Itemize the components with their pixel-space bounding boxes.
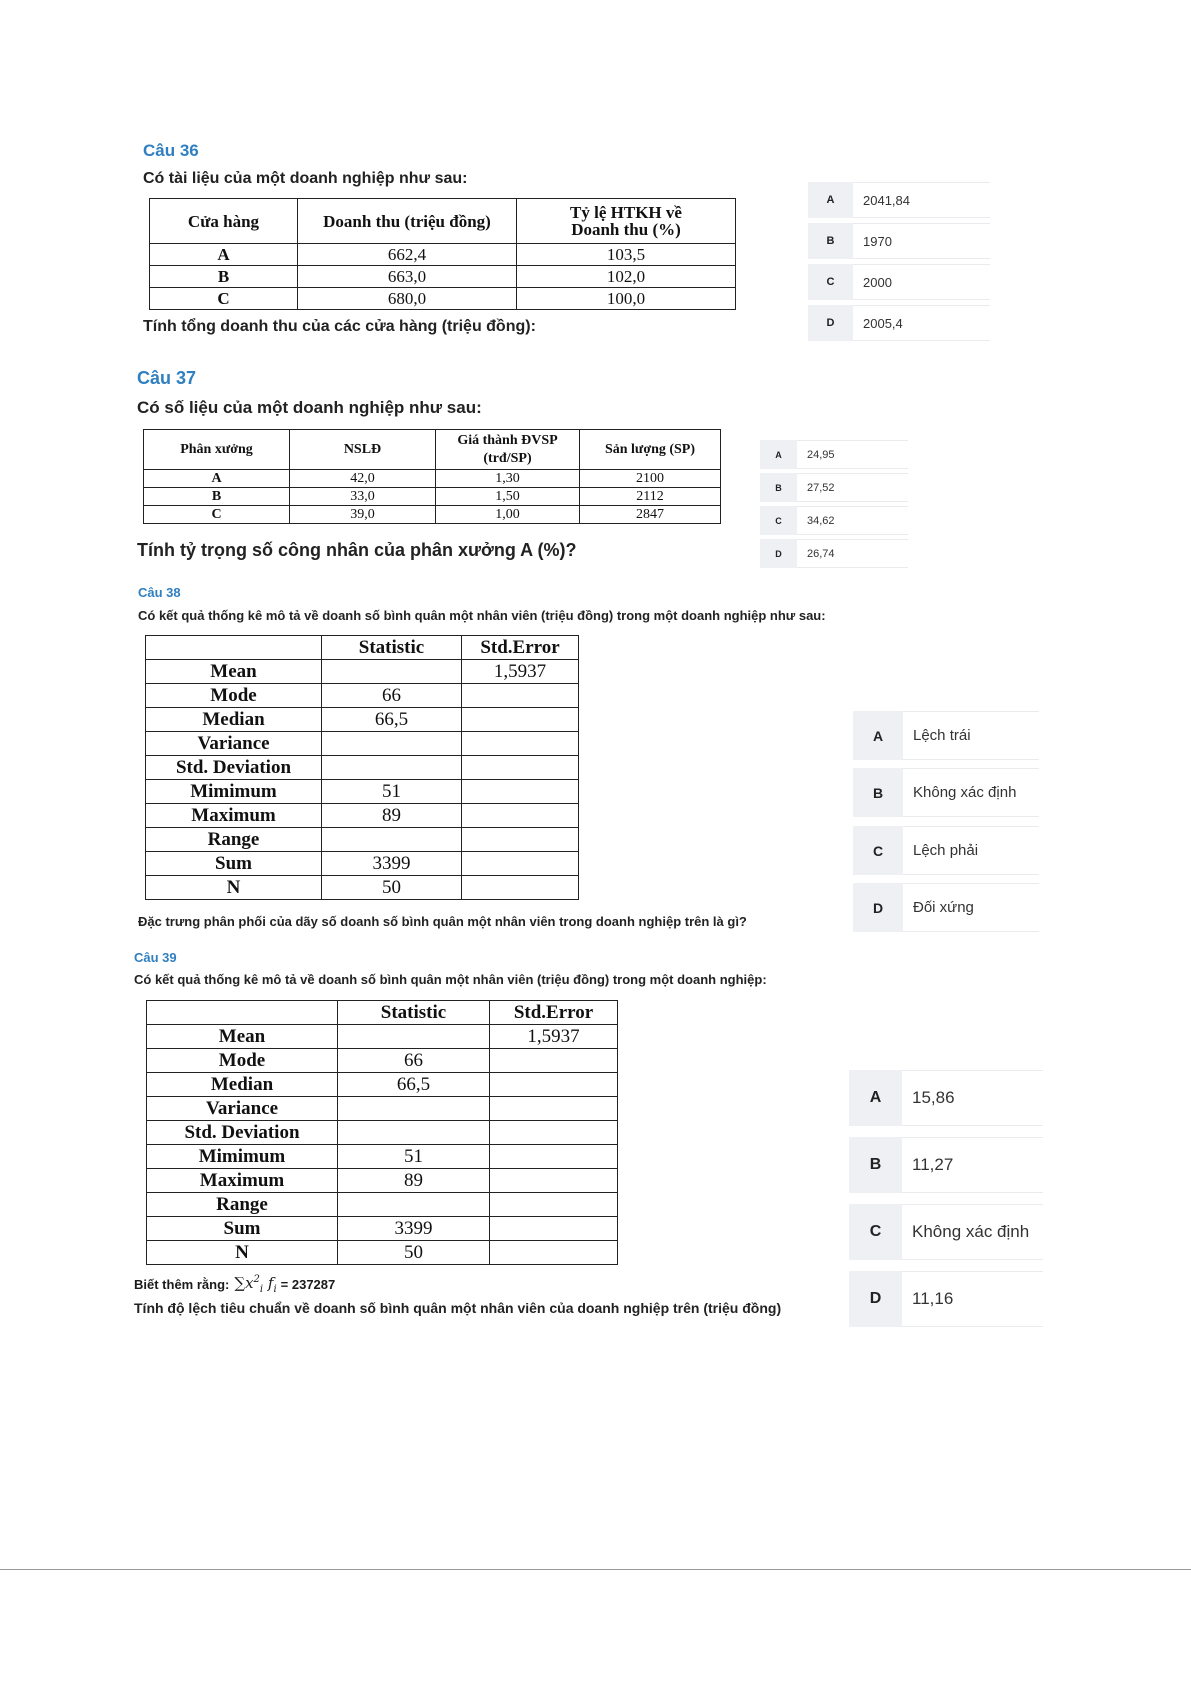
table-row: B 663,0 102,0 — [150, 266, 736, 288]
option-letter: A — [853, 711, 903, 760]
q38-question: Đặc trưng phân phối của dãy số doanh số bình quân một nhân viên trong doanh nghiệp trên là gì? — [138, 914, 747, 929]
option-letter: D — [760, 539, 797, 568]
q38-option-a[interactable] — [853, 711, 1039, 760]
q39-intro: Có kết quả thống kê mô tả về doanh số bình quân một nhân viên (triệu đồng) trong một doanh nghiệp: — [134, 972, 767, 987]
q39-option-d[interactable] — [849, 1271, 1043, 1327]
q36-option-b[interactable] — [808, 223, 990, 259]
option-letter: B — [760, 473, 797, 502]
q37-header-cost: Giá thành ĐVSP (trđ/SP) — [436, 430, 580, 470]
table-row: N 50 — [147, 1241, 618, 1265]
q38-intro: Có kết quả thống kê mô tả về doanh số bình quân một nhân viên (triệu đồng) trong một doanh nghiệp như sau: — [138, 608, 826, 623]
option-value: 2000 — [853, 264, 990, 300]
q37-header-output: Sản lượng (SP) — [580, 430, 721, 470]
option-letter: C — [808, 264, 853, 300]
q36-header-ratio: Tỷ lệ HTKH về Doanh thu (%) — [517, 199, 736, 244]
q37-option-c[interactable] — [760, 506, 908, 535]
q37-option-a[interactable] — [760, 440, 908, 469]
option-value: Đối xứng — [903, 883, 1039, 932]
q36-option-a[interactable] — [808, 182, 990, 218]
option-letter: C — [849, 1204, 902, 1260]
table-row: Mode 66 — [146, 684, 579, 708]
table-row: Maximum 89 — [147, 1169, 618, 1193]
option-value: Lệch trái — [903, 711, 1039, 760]
option-value: 34,62 — [797, 506, 908, 535]
option-value: 11,27 — [902, 1137, 1043, 1193]
option-letter: A — [760, 440, 797, 469]
table-row: N 50 — [146, 876, 579, 900]
option-value: Không xác định — [902, 1204, 1043, 1260]
option-value: 24,95 — [797, 440, 908, 469]
q39-note-prefix: Biết thêm rằng: — [134, 1277, 230, 1292]
table-row: Std. Deviation — [146, 756, 579, 780]
q39-header-stderror: Std.Error — [490, 1001, 618, 1025]
table-row: A 662,4 103,5 — [150, 244, 736, 266]
q38-header-stderror: Std.Error — [462, 636, 579, 660]
q37-question: Tính tỷ trọng số công nhân của phân xưởng A (%)? — [137, 540, 577, 560]
option-value: Không xác định — [903, 768, 1039, 817]
table-row: Median 66,5 — [147, 1073, 618, 1097]
table-row: Mimimum 51 — [147, 1145, 618, 1169]
q37-option-b[interactable] — [760, 473, 908, 502]
table-row: Maximum 89 — [146, 804, 579, 828]
q36-question: Tính tổng doanh thu của các cửa hàng (triệu đồng): — [143, 318, 536, 335]
option-letter: C — [760, 506, 797, 535]
table-row: Variance — [147, 1097, 618, 1121]
q39-title: Câu 39 — [134, 950, 177, 965]
table-row: C 680,0 100,0 — [150, 288, 736, 310]
option-value: 27,52 — [797, 473, 908, 502]
q39-option-a[interactable] — [849, 1070, 1043, 1126]
option-value: 2041,84 — [853, 182, 990, 218]
table-row: Median 66,5 — [146, 708, 579, 732]
q39-question: Tính độ lệch tiêu chuẩn về doanh số bình quân một nhân viên của doanh nghiệp trên (triệu đồng) — [134, 1300, 782, 1316]
option-letter: B — [853, 768, 903, 817]
option-value: 15,86 — [902, 1070, 1043, 1126]
q38-option-c[interactable] — [853, 826, 1039, 875]
option-letter: A — [849, 1070, 902, 1126]
q36-option-c[interactable] — [808, 264, 990, 300]
table-row: Sum 3399 — [147, 1217, 618, 1241]
option-letter: D — [853, 883, 903, 932]
q37-table — [143, 429, 721, 524]
option-letter: D — [808, 305, 853, 341]
q39-option-b[interactable] — [849, 1137, 1043, 1193]
option-value: 2005,4 — [853, 305, 990, 341]
option-value: 26,74 — [797, 539, 908, 568]
table-row: B 33,0 1,50 2112 — [144, 488, 721, 506]
table-row: C 39,0 1,00 2847 — [144, 506, 721, 524]
q38-header-statistic: Statistic — [322, 636, 462, 660]
table-row: Mean 1,5937 — [147, 1025, 618, 1049]
option-value: Lệch phải — [903, 826, 1039, 875]
table-row: Mode 66 — [147, 1049, 618, 1073]
q37-header-workshop: Phân xưởng — [144, 430, 290, 470]
q37-title: Câu 37 — [137, 368, 197, 388]
q38-table — [145, 635, 579, 900]
q39-table — [146, 1000, 618, 1265]
table-row: Range — [146, 828, 579, 852]
q38-option-d[interactable] — [853, 883, 1039, 932]
table-row: Mimimum 51 — [146, 780, 579, 804]
option-letter: B — [808, 223, 853, 259]
option-letter: D — [849, 1271, 902, 1327]
option-value: 11,16 — [902, 1271, 1043, 1327]
q39-option-c[interactable] — [849, 1204, 1043, 1260]
q36-title: Câu 36 — [143, 141, 199, 160]
option-value: 1970 — [853, 223, 990, 259]
q37-header-nsld: NSLĐ — [290, 430, 436, 470]
q39-header-statistic: Statistic — [338, 1001, 490, 1025]
q37-option-d[interactable] — [760, 539, 908, 568]
q36-option-d[interactable] — [808, 305, 990, 341]
table-row: Range — [147, 1193, 618, 1217]
page-footer-divider — [0, 1569, 1191, 1570]
option-letter: A — [808, 182, 853, 218]
option-letter: C — [853, 826, 903, 875]
q36-header-revenue: Doanh thu (triệu đồng) — [298, 199, 517, 244]
q38-option-b[interactable] — [853, 768, 1039, 817]
table-row: Sum 3399 — [146, 852, 579, 876]
q39-note — [134, 1274, 335, 1295]
q38-title: Câu 38 — [138, 585, 181, 600]
table-row: Mean 1,5937 — [146, 660, 579, 684]
sum-formula: $\sum x^2_i$ $f_i$ — [234, 1274, 277, 1295]
option-letter: B — [849, 1137, 902, 1193]
table-row: A 42,0 1,30 2100 — [144, 470, 721, 488]
q36-header-store: Cửa hàng — [150, 199, 298, 244]
q36-intro: Có tài liệu của một doanh nghiệp như sau: — [143, 170, 468, 187]
q39-note-value: = 237287 — [280, 1277, 336, 1292]
q36-table — [149, 198, 736, 310]
q37-intro: Có số liệu của một doanh nghiệp như sau: — [137, 398, 482, 417]
table-row: Std. Deviation — [147, 1121, 618, 1145]
table-row: Variance — [146, 732, 579, 756]
